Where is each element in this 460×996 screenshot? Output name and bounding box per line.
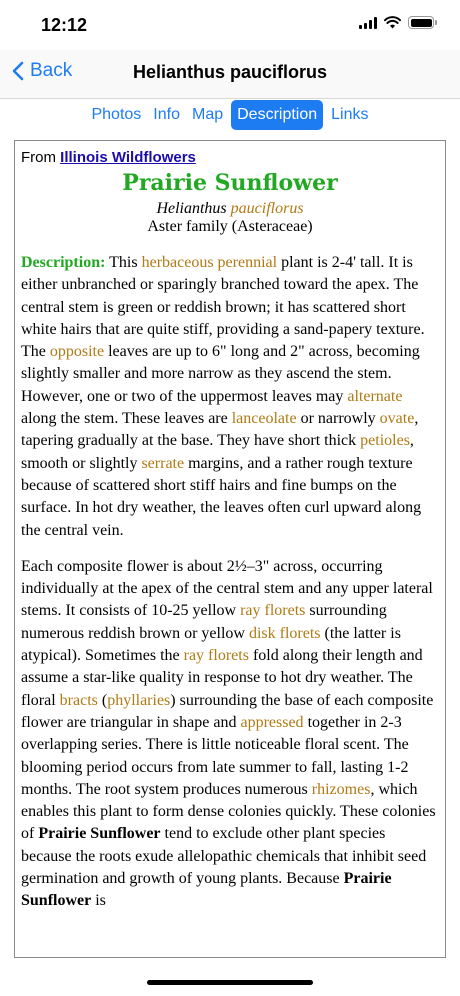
paragraph-text: ) surrounding the base of each composite flower are triangular in shape and [21,691,434,731]
glossary-term-link[interactable]: herbaceous perennial [141,254,278,271]
description-paragraph-2 [21,556,439,913]
source-prefix: From [21,149,56,166]
glossary-term-link[interactable]: opposite [49,343,105,361]
glossary-term-link[interactable]: disk florets [248,624,321,642]
paragraph-text: This [105,254,142,271]
paragraph-text: plant is 2-4' tall. It is either unbranched or sparingly branched toward the apex. The central stem is green or reddish brown; it has scattered short white hairs that are quite stiff, providing a sand-papery texture. The [21,254,425,361]
home-indicator [147,980,313,985]
paragraph-text: (the latter is atypical). Sometimes the [21,624,401,665]
paragraph-text: tend to exclude other plant species because the roots exude allelopathic chemicals that inhibit seed germination and growth of young plants. Because [21,825,427,888]
bold-plant-name: Prairie Sunflower [21,870,392,910]
paragraph-text: , tapering gradually at the base. They have short thick [21,410,419,450]
glossary-term-link[interactable]: petioles [360,432,410,450]
glossary-term-link[interactable]: bracts [59,691,98,709]
scientific-name [21,200,439,218]
wifi-icon [384,16,401,29]
back-label: Back [30,60,73,81]
paragraph-text: , which enables this plant to form dense colonies quickly. These colonies of [21,780,436,843]
paragraph-text: together in 2-3 overlapping series. There is little noticeable floral scent. The blooming period occurs from late summer to fall, lasting 1-2 months. The root system produces numerous [21,713,409,798]
glossary-term-link[interactable]: alternate [347,387,403,405]
status-bar [0,0,460,50]
tab-info[interactable]: Info [153,106,180,123]
paragraph-text: ( [97,691,108,709]
status-time: 12:12 [41,15,88,35]
paragraph-text: along the stem. These leaves are [21,410,232,428]
tab-map[interactable]: Map [191,106,224,123]
glossary-term-link[interactable]: appressed [240,713,304,731]
paragraph-text: is [91,892,106,910]
paragraph-text: leaves are up to 6" long and 2" across, becoming slightly smaller and more narrow as they ascend the stem. However, one or two of the uppermost leaves may [21,343,420,405]
genus-name: Helianthus [156,200,227,217]
page-title: Helianthus pauciflorus [132,62,328,82]
glossary-term-link[interactable]: ray florets [183,647,249,665]
cellular-signal-icon [359,17,377,29]
tab-bar [0,100,460,130]
common-name: Prairie Sunflower [122,170,338,196]
glossary-term-link[interactable]: serrate [141,454,185,472]
source-link[interactable]: Illinois Wildflowers [60,149,196,166]
description-label: Description: [21,254,106,271]
description-paragraph-1 [21,252,439,542]
glossary-term-link[interactable]: lanceolate [231,410,297,428]
glossary-term-link[interactable]: phyllaries [107,691,171,709]
species-name[interactable]: pauciflorus [230,200,304,217]
tab-links[interactable]: Links [331,106,369,123]
status-icons [359,16,434,29]
tab-description[interactable]: Description [231,100,323,130]
paragraph-text: fold along their length and assume a star-like quality in response to hot dry weather. The floral [21,647,423,709]
paragraph-text: Each composite flower is about 2½–3" across, occurring individually at the apex of the central stem and any upper lateral stems. It consists of 10-25 yellow [21,557,433,620]
battery-icon [408,16,434,29]
paragraph-text: or narrowly [296,410,380,428]
glossary-term-link[interactable]: ovate [379,410,415,428]
glossary-term-link[interactable]: ray florets [240,602,306,620]
bold-plant-name: Prairie Sunflower [38,825,161,843]
paragraph-text: margins, and a rather rough texture because of scattered short stiff hairs and fine bumps on the surface. In hot dry weather, the leaves often curl upward along the central vein. [21,454,422,539]
family-name: Aster family (Asteraceae) [147,218,313,235]
navigation-bar [0,50,460,99]
description-content[interactable] [14,140,446,958]
paragraph-text: , smooth or slightly [21,432,414,472]
source-line [21,149,439,166]
paragraph-text: surrounding numerous reddish brown or yellow [21,602,387,642]
glossary-term-link[interactable]: rhizomes [311,780,371,798]
tab-photos[interactable]: Photos [91,106,142,123]
